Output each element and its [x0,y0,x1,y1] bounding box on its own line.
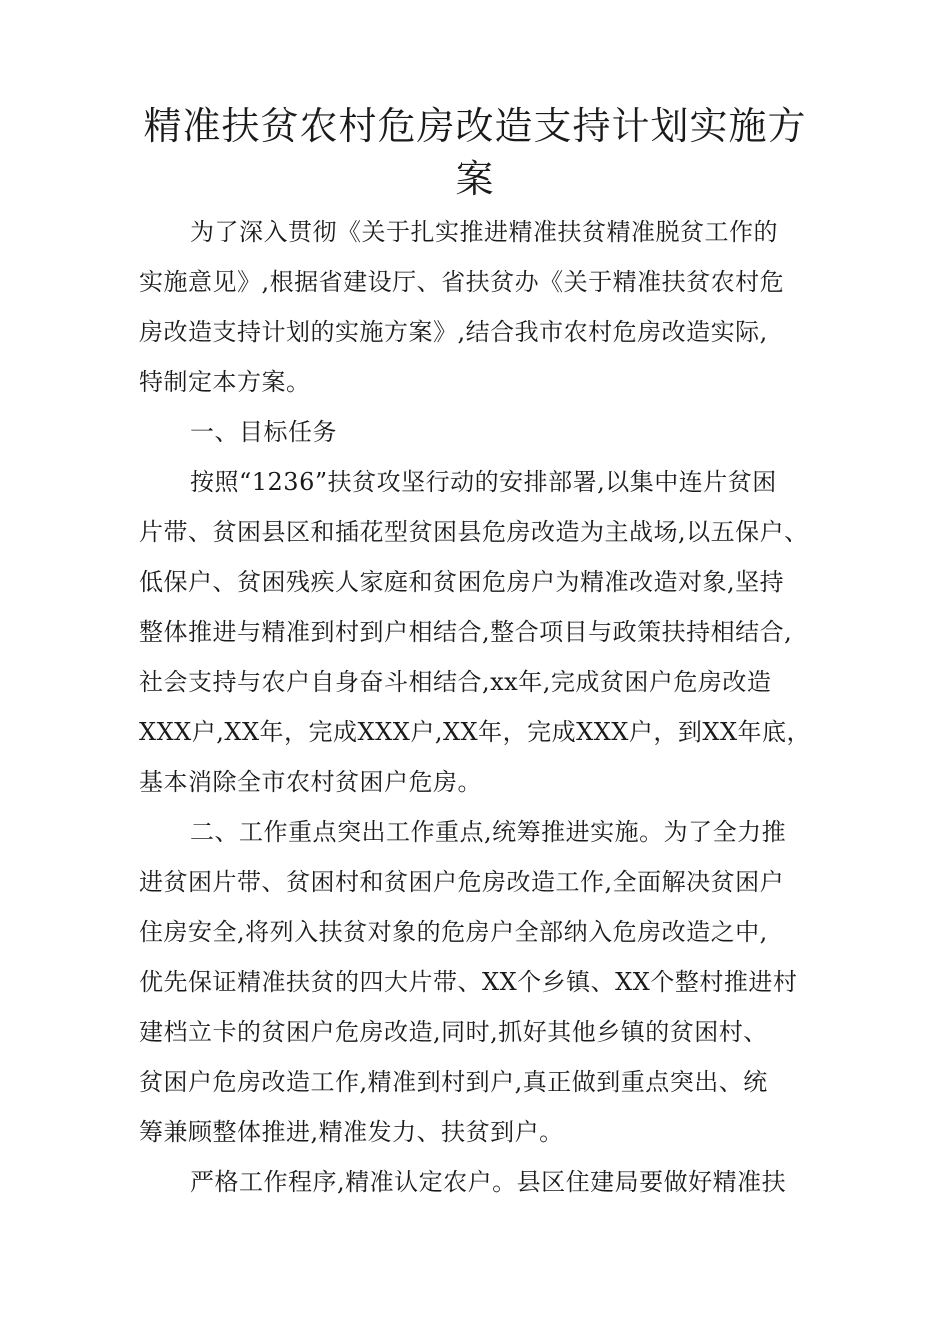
paragraph-goals-line-4: 整体推进与精准到村到户相结合,整合项目与政策扶持相结合, [139,618,793,646]
paragraph-focus-line-1: 二、工作重点突出工作重点,统筹推进实施。为了全力推 [190,818,787,846]
document-title-line-1: 精准扶贫农村危房改造支持计划实施方 [143,104,807,148]
paragraph-procedure-line-1: 严格工作程序,精准认定农户。县区住建局要做好精准扶 [190,1168,787,1196]
paragraph-focus-line-4: 优先保证精准扶贫的四大片带、XX个乡镇、XX个整村推进村 [139,968,798,996]
paragraph-goals-line-3: 低保户、贫困残疾人家庭和贫困危房户为精准改造对象,坚持 [139,568,785,596]
paragraph-goals-line-6: XXX户,XX年，完成XXX户,XX年，完成XXX户，到XX年底， [139,718,812,746]
paragraph-focus-line-5: 建档立卡的贫困户危房改造,同时,抓好其他乡镇的贫困村、 [139,1018,768,1046]
paragraph-focus-line-3: 住房安全,将列入扶贫对象的危房户全部纳入危房改造之中, [139,918,768,946]
document-title-line-2: 案 [455,157,495,201]
section-heading-goals: 一、目标任务 [190,418,337,446]
paragraph-intro-line-1: 为了深入贯彻《关于扎实推进精准扶贫精准脱贫工作的 [190,218,778,246]
paragraph-goals-line-5: 社会支持与农户自身奋斗相结合,xx年,完成贫困户危房改造 [139,668,772,696]
paragraph-goals-line-2: 片带、贫困县区和插花型贫困县危房改造为主战场,以五保户、 [139,518,809,546]
paragraph-goals-line-1: 按照“1236”扶贫攻坚行动的安排部署,以集中连片贫困 [190,468,777,496]
paragraph-intro-line-2: 实施意见》,根据省建设厅、省扶贫办《关于精准扶贫农村危 [139,268,785,296]
paragraph-goals-line-7: 基本消除全市农村贫困户危房。 [139,768,482,796]
paragraph-focus-line-6: 贫困户危房改造工作,精准到村到户,真正做到重点突出、统 [139,1068,768,1096]
paragraph-focus-line-7: 筹兼顾整体推进,精准发力、扶贫到户。 [139,1118,564,1146]
paragraph-intro-line-3: 房改造支持计划的实施方案》,结合我市农村危房改造实际, [139,318,768,346]
paragraph-focus-line-2: 进贫困片带、贫困村和贫困户危房改造工作,全面解决贫困户 [139,868,785,896]
paragraph-intro-line-4: 特制定本方案。 [139,368,311,396]
